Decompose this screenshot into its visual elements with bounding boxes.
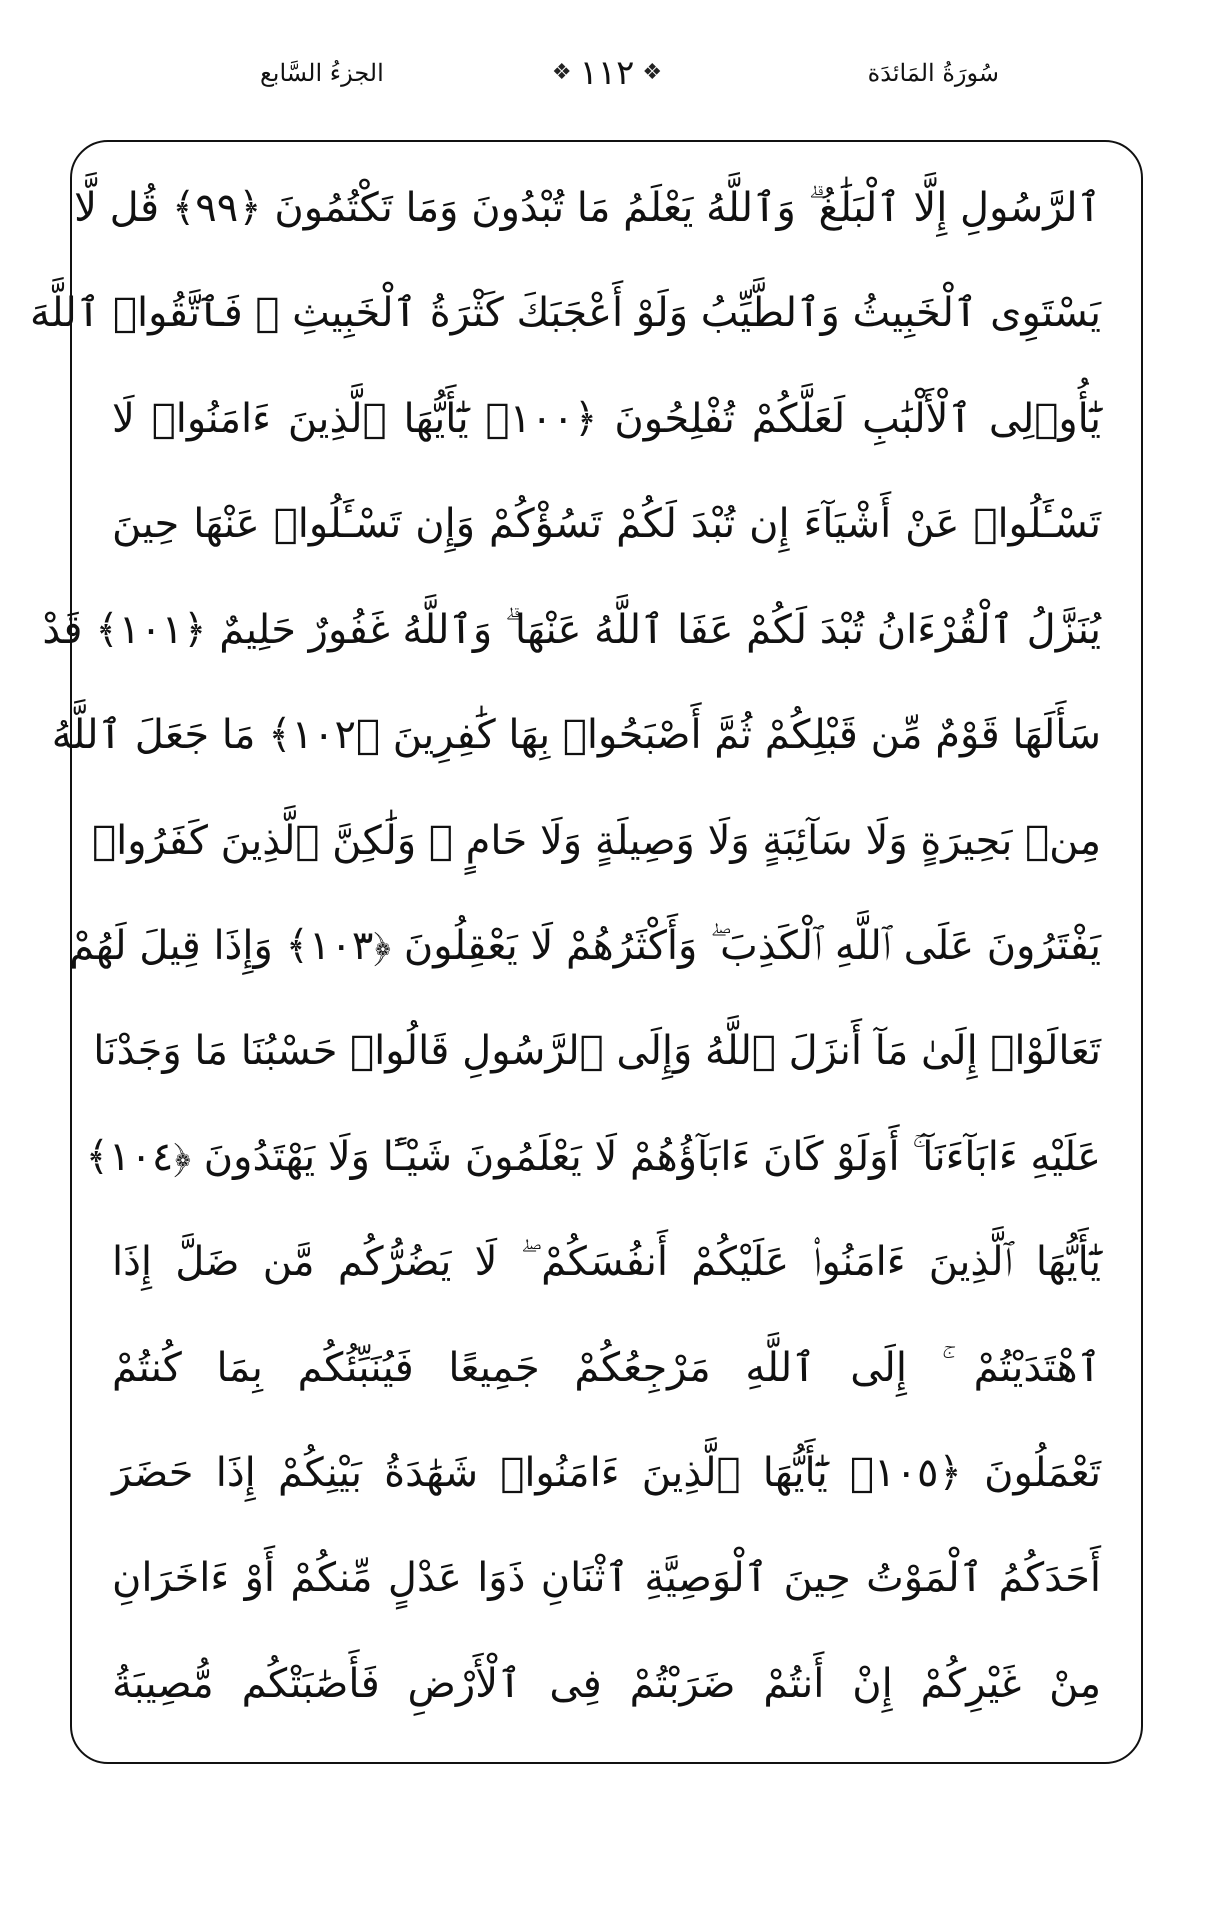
page-frame [29, 140, 1143, 1764]
text-line: يَٰٓأُو۟لِى ٱلْأَلْبَٰبِ لَعَلَّكُمْ تُفْلِحُونَ ﴿١٠٠﴾ يَٰٓأَيُّهَا ٱلَّذِينَ ءَامَنُوا۟ لَا [112, 395, 1101, 442]
text-line: تَسْـَٔلُوا۟ عَنْ أَشْيَآءَ إِن تُبْدَ لَكُمْ تَسُؤْكُمْ وَإِن تَسْـَٔلُوا۟ عَنْهَا حِينَ [112, 501, 1101, 548]
juz-name: الجزءُ السَّابع [260, 59, 384, 87]
ornament-icon: ❖ [551, 60, 572, 85]
text-line: يَفْتَرُونَ عَلَى ٱللَّهِ ٱلْكَذِبَ ۖ وَأَكْثَرُهُمْ لَا يَعْقِلُونَ ﴿١٠٣﴾ وَإِذَا قِيلَ لَهُمْ [69, 922, 1101, 969]
text-line: يُنَزَّلُ ٱلْقُرْءَانُ تُبْدَ لَكُمْ عَفَا ٱللَّهُ عَنْهَا ۗ وَٱللَّهُ غَفُورٌ حَلِيمٌ ﴿١٠١﴾ قَدْ [42, 606, 1101, 653]
page-number: ١١٢ [579, 53, 635, 93]
text-line: يَسْتَوِى ٱلْخَبِيثُ وَٱلطَّيِّبُ وَلَوْ أَعْجَبَكَ كَثْرَةُ ٱلْخَبِيثِ ۚ فَٱتَّقُوا۟ ٱللَّهَ [29, 290, 1101, 337]
page-header [0, 38, 1214, 108]
page-number-container [0, 38, 1214, 109]
ornament-icon: ❖ [642, 60, 663, 85]
text-line: أَحَدَكُمُ ٱلْمَوْتُ حِينَ ٱلْوَصِيَّةِ ٱثْنَانِ ذَوَا عَدْلٍ مِّنكُمْ أَوْ ءَاخَرَانِ [112, 1555, 1101, 1602]
text-line: ٱهْتَدَيْتُمْ ۚ إِلَى ٱللَّهِ مَرْجِعُكُمْ جَمِيعًا فَيُنَبِّئُكُم بِمَا كُنتُمْ [112, 1344, 1101, 1391]
page-number-group [552, 38, 662, 108]
text-line: مِنۢ بَحِيرَةٍ وَلَا سَآئِبَةٍ وَلَا وَصِيلَةٍ وَلَا حَامٍ ۙ وَلَٰكِنَّ ٱلَّذِينَ كَفَرُوا۟ [92, 817, 1101, 864]
text-line: مِنْ غَيْرِكُمْ إِنْ أَنتُمْ ضَرَبْتُمْ فِى ٱلْأَرْضِ فَأَصَٰبَتْكُم مُّصِيبَةُ [112, 1660, 1101, 1707]
text-line: سَأَلَهَا قَوْمٌ مِّن قَبْلِكُمْ ثُمَّ أَصْبَحُوا۟ بِهَا كَٰفِرِينَ ﴿١٠٢﴾ مَا جَعَلَ ٱللَّهُ [51, 712, 1101, 759]
text-line: تَعْمَلُونَ ﴿١٠٥﴾ يَٰٓأَيُّهَا ٱلَّذِينَ ءَامَنُوا۟ شَهَٰدَةُ بَيْنِكُمْ إِذَا حَضَرَ [112, 1450, 1101, 1497]
verse-text-block [29, 162, 1101, 1730]
surah-name: سُورَةُ المَائدَة [867, 59, 999, 87]
text-line: ٱلرَّسُولِ إِلَّا ٱلْبَلَٰغُ ۗ وَٱللَّهُ يَعْلَمُ مَا تُبْدُونَ وَمَا تَكْتُمُونَ ﴿٩٩﴾ قُل لَّا [74, 185, 1101, 231]
text-line: تَعَالَوْا۟ إِلَىٰ مَآ أَنزَلَ ٱللَّهُ وَإِلَى ٱلرَّسُولِ قَالُوا۟ حَسْبُنَا مَا وَجَدْنَا [93, 1028, 1101, 1075]
text-line: يَٰٓأَيُّهَا ٱلَّذِينَ ءَامَنُوا۟ عَلَيْكُمْ أَنفُسَكُمْ ۖ لَا يَضُرُّكُم مَّن ضَلَّ إِذَا [112, 1239, 1101, 1286]
text-line: عَلَيْهِ ءَابَآءَنَآ ۚ أَوَلَوْ كَانَ ءَابَآؤُهُمْ لَا يَعْلَمُونَ شَيْـًٔا وَلَا يَهْتَدُونَ ﴿١٠٤﴾ [85, 1133, 1101, 1180]
